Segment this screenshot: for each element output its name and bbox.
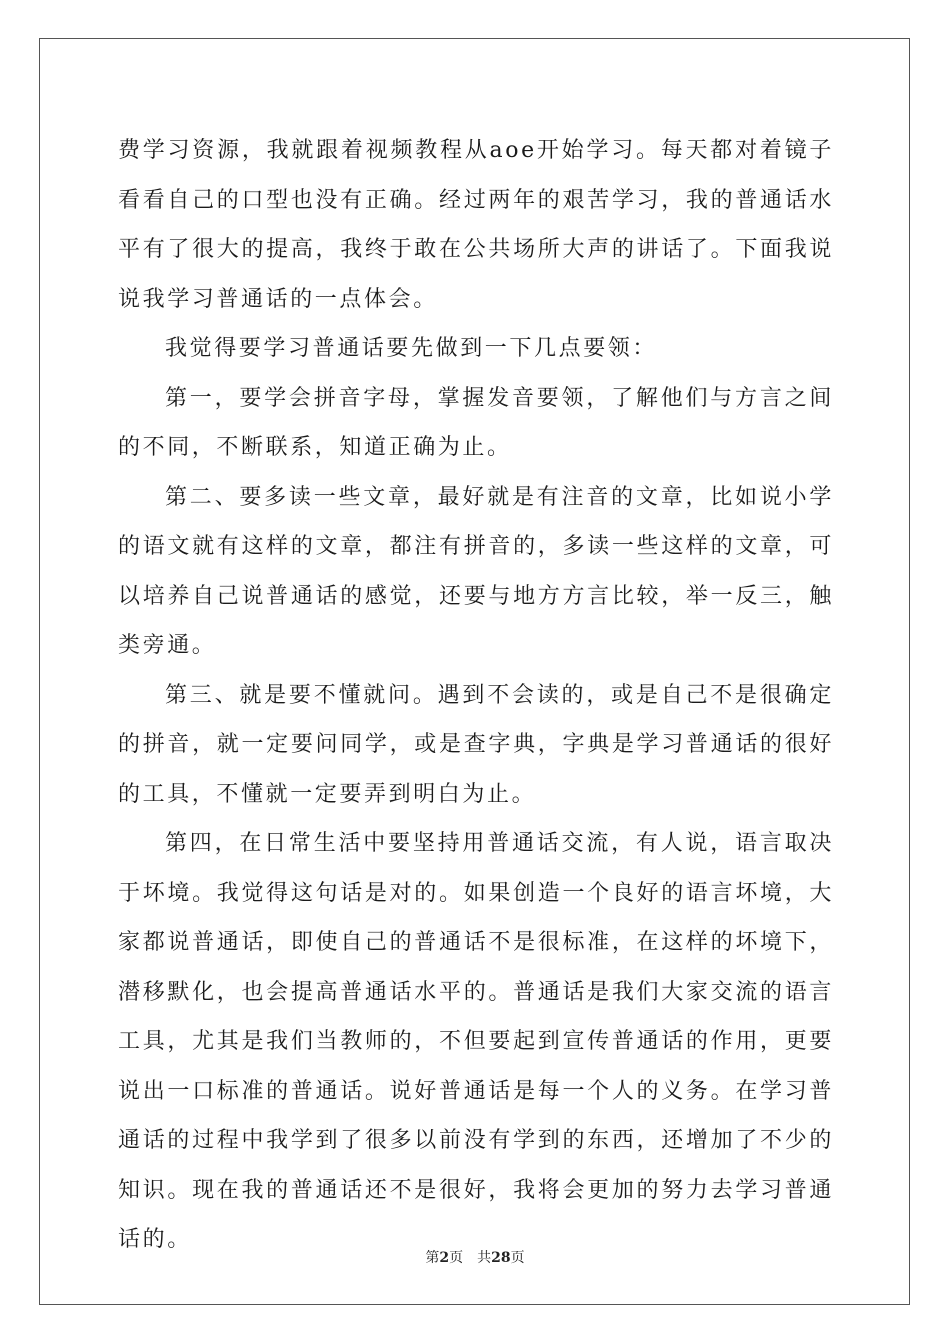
paragraph-2: 我觉得要学习普通话要先做到一下几点要领： [165, 336, 658, 361]
page-suffix: 页 [449, 1250, 464, 1266]
paragraph-6: 第四，在日常生活中要坚持用普通话交流，有人说，语言取决于坏境。我觉得这句话是对的。如果创造一个良好的语言坏境，大家都说普通话，即使自己的普通话不是很标准，在这样的坏境下，潜移默化，也会提高普通话水平的。普通话是我们大家交流的语言工具，尤其是我们当教师的，不但要起到宣传普通话的作用，更要说出一口标准的普通话。说好普通话是每一个人的义务。在学习普通话的过程中我学到了很多以前没有学到的东西，还增加了不少的知识。现在我的普通话还不是很好，我将会更加的努力去学习普通话的。 [118, 831, 834, 1252]
paragraph-1: 费学习资源，我就跟着视频教程从aoe开始学习。每天都对着镜子看看自己的口型也没有正确。经过两年的艰苦学习，我的普通话水平有了很大的提高，我终于敢在公共场所大声的讲话了。下面我说说我学习普通话的一点体会。 [118, 138, 834, 312]
page-footer [0, 1247, 950, 1267]
paragraph-4: 第二、要多读一些文章，最好就是有注音的文章，比如说小学的语文就有这样的文章，都注有拼音的，多读一些这样的文章，可以培养自己说普通话的感觉，还要与地方方言比较，举一反三，触类旁通。 [118, 484, 834, 658]
paragraph-5: 第三、就是要不懂就问。遇到不会读的，或是自己不是很确定的拼音，就一定要问同学，或是查字典，字典是学习普通话的很好的工具，不懂就一定要弄到明白为止。 [118, 682, 834, 807]
total-suffix: 页 [510, 1250, 525, 1266]
total-pages: 28 [491, 1250, 511, 1266]
paragraph-3: 第一，要学会拼音字母，掌握发音要领，了解他们与方言之间的不同，不断联系，知道正确为止。 [118, 385, 834, 460]
page-number: 2 [439, 1250, 450, 1266]
total-prefix: 共 [477, 1250, 492, 1266]
page-prefix: 第 [425, 1250, 440, 1266]
document-body [118, 126, 834, 1265]
